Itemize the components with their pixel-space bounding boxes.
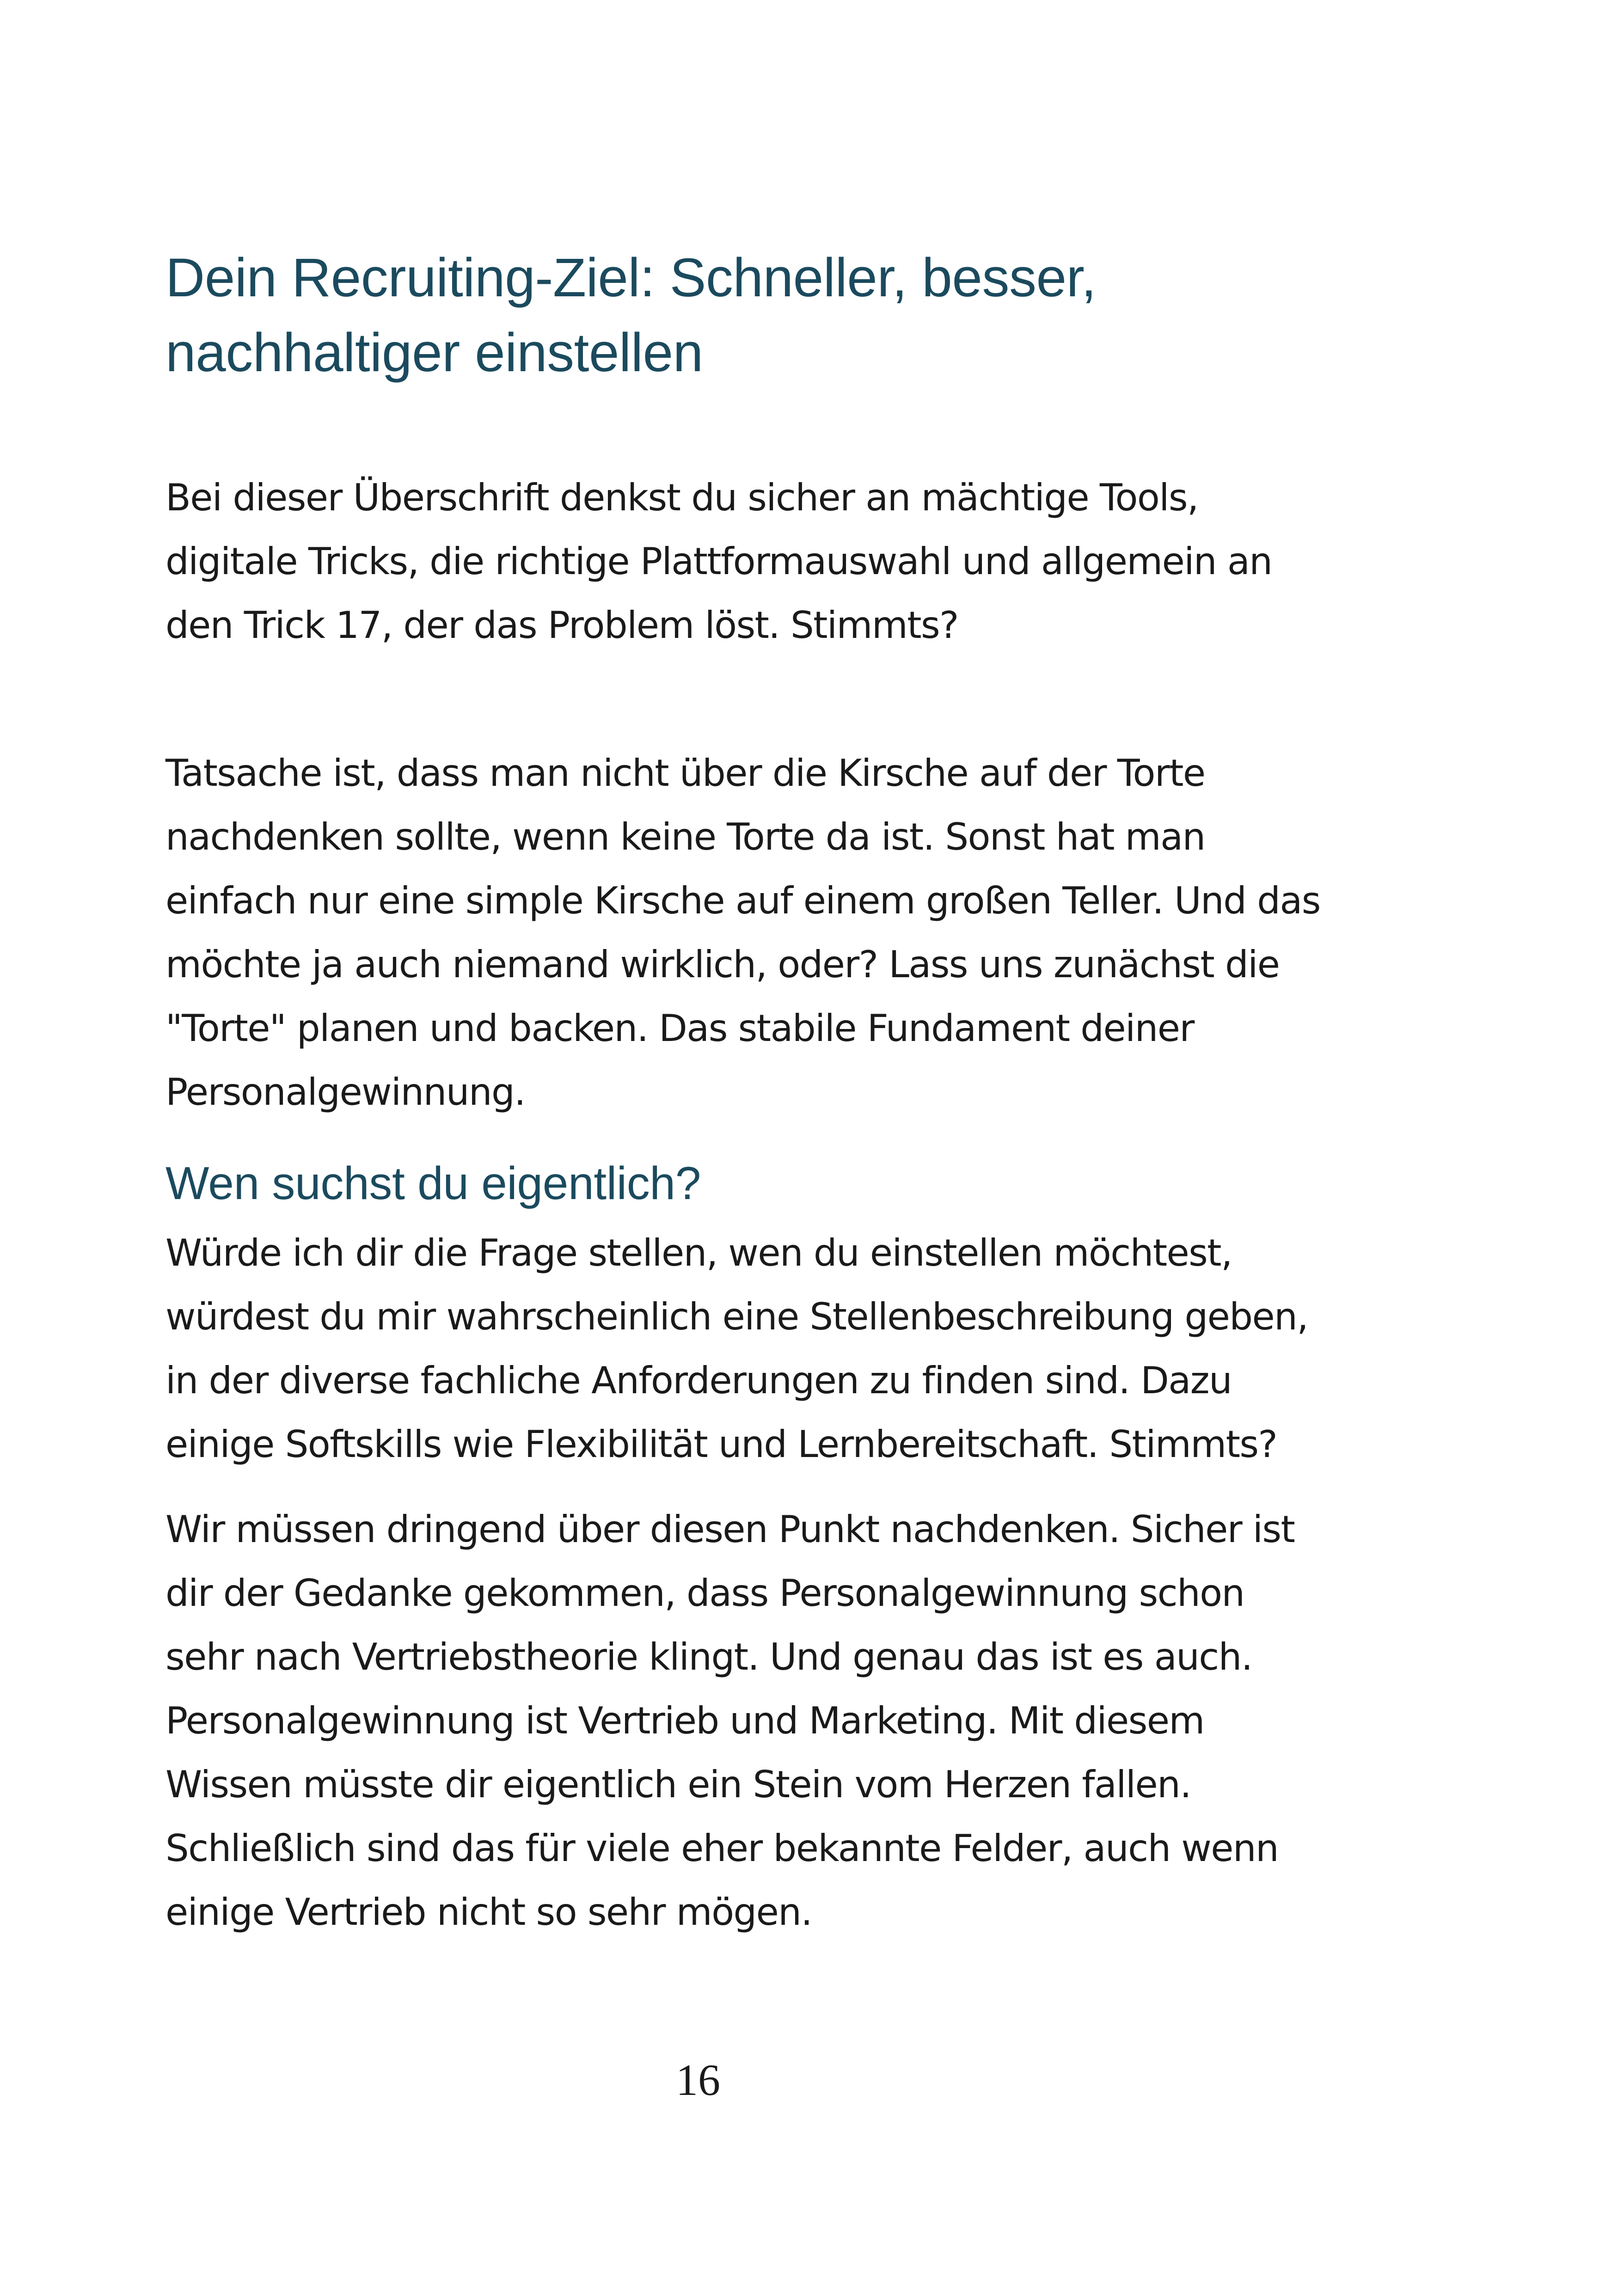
paragraph-line: Tatsache ist, dass man nicht über die Kirsche auf der Torte: [165, 752, 1205, 795]
paragraph-line: Bei dieser Überschrift denkst du sicher an mächtige Tools,: [165, 476, 1198, 519]
page-number: 16: [676, 2055, 720, 2105]
chapter-heading: [165, 240, 1414, 390]
heading-line: Dein Recruiting-Ziel: Schneller, besser,: [165, 247, 1097, 308]
paragraph-line: sehr nach Vertriebstheorie klingt. Und genau das ist es auch.: [165, 1635, 1252, 1678]
paragraph-line: nachdenken sollte, wenn keine Torte da ist. Sonst hat man: [165, 815, 1205, 858]
paragraph-line: Wissen müsste dir eigentlich ein Stein vom Herzen fallen.: [165, 1763, 1191, 1806]
paragraph-line: würdest du mir wahrscheinlich eine Stellenbeschreibung geben,: [165, 1295, 1308, 1338]
section-subheading: Wen suchst du eigentlich?: [165, 1157, 701, 1209]
paragraph-line: "Torte" planen und backen. Das stabile Fundament deiner: [165, 1007, 1194, 1050]
paragraph-line: Schließlich sind das für viele eher bekannte Felder, auch wenn: [165, 1827, 1279, 1870]
paragraph-line: digitale Tricks, die richtige Plattformauswahl und allgemein an: [165, 540, 1272, 583]
paragraph-intro: [165, 466, 1414, 657]
paragraph-line: dir der Gedanke gekommen, dass Personalgewinnung schon: [165, 1572, 1244, 1615]
heading-line: nachhaltiger einstellen: [165, 322, 703, 383]
paragraph-line: in der diverse fachliche Anforderungen zu finden sind. Dazu: [165, 1359, 1232, 1402]
paragraph-question: [165, 1221, 1414, 1476]
paragraph-torte: [165, 741, 1414, 1124]
paragraph-line: möchte ja auch niemand wirklich, oder? Lass uns zunächst die: [165, 943, 1280, 986]
paragraph-line: Personalgewinnung.: [165, 1071, 525, 1114]
paragraph-line: Personalgewinnung ist Vertrieb und Marketing. Mit diesem: [165, 1699, 1204, 1742]
paragraph-line: Wir müssen dringend über diesen Punkt nachdenken. Sicher ist: [165, 1508, 1295, 1551]
paragraph-line: den Trick 17, der das Problem löst. Stimmts?: [165, 604, 958, 647]
paragraph-line: einfach nur eine simple Kirsche auf einem großen Teller. Und das: [165, 879, 1320, 922]
paragraph-line: einige Softskills wie Flexibilität und Lernbereitschaft. Stimmts?: [165, 1423, 1277, 1466]
page-content: [165, 240, 1414, 1944]
paragraph-line: einige Vertrieb nicht so sehr mögen.: [165, 1891, 812, 1934]
paragraph-vertrieb: [165, 1498, 1414, 1944]
paragraph-line: Würde ich dir die Frage stellen, wen du einstellen möchtest,: [165, 1231, 1232, 1274]
